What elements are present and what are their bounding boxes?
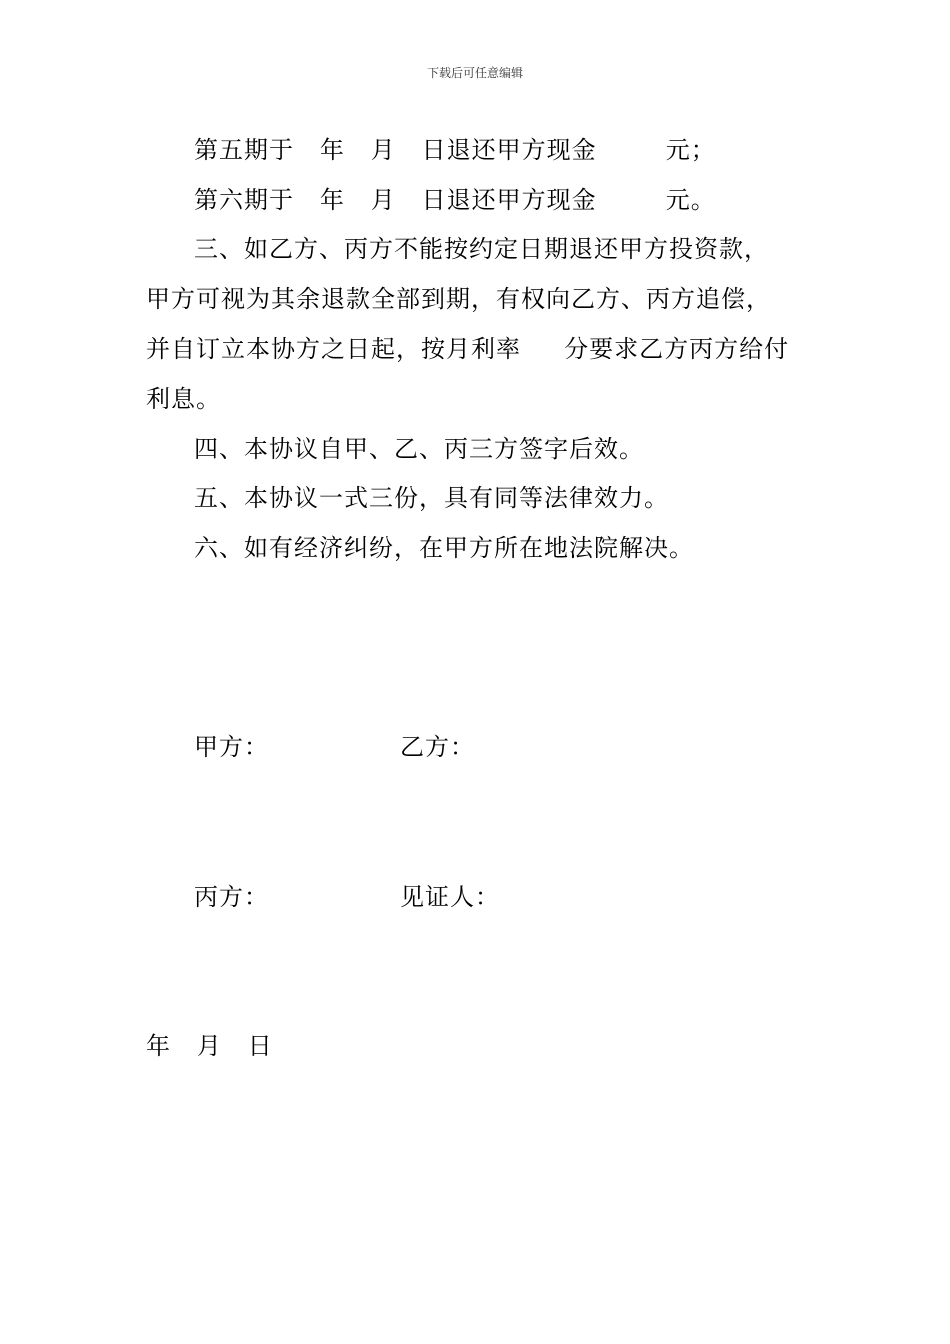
clause-line-installment-6: 第六期于 年 月 日退还甲方现金 元。 <box>194 186 716 214</box>
clause-five: 五、本协议一式三份，具有同等法律效力。 <box>194 484 669 512</box>
clause-line-installment-5: 第五期于 年 月 日退还甲方现金 元； <box>194 136 716 164</box>
clause-four: 四、本协议自甲、乙、丙三方签字后效。 <box>194 435 644 463</box>
signing-date: 年 月 日 <box>146 1032 273 1060</box>
signature-party-c: 丙方： <box>194 883 269 911</box>
signature-witness: 见证人： <box>400 883 500 911</box>
signature-party-a: 甲方： <box>194 733 269 761</box>
clause-three-line-2: 甲方可视为其余退款全部到期，有权向乙方、丙方追偿， <box>146 285 771 313</box>
page-header: 下载后可任意编辑 <box>426 66 523 80</box>
clause-three-line-3: 并自订立本协方之日起，按月利率 分要求乙方丙方给付 <box>146 335 790 363</box>
clause-three-line-1: 三、如乙方、丙方不能按约定日期退还甲方投资款， <box>194 235 769 263</box>
signature-party-b: 乙方： <box>400 733 475 761</box>
clause-three-line-4: 利息。 <box>146 385 221 413</box>
clause-six: 六、如有经济纠纷，在甲方所在地法院解决。 <box>194 534 694 562</box>
